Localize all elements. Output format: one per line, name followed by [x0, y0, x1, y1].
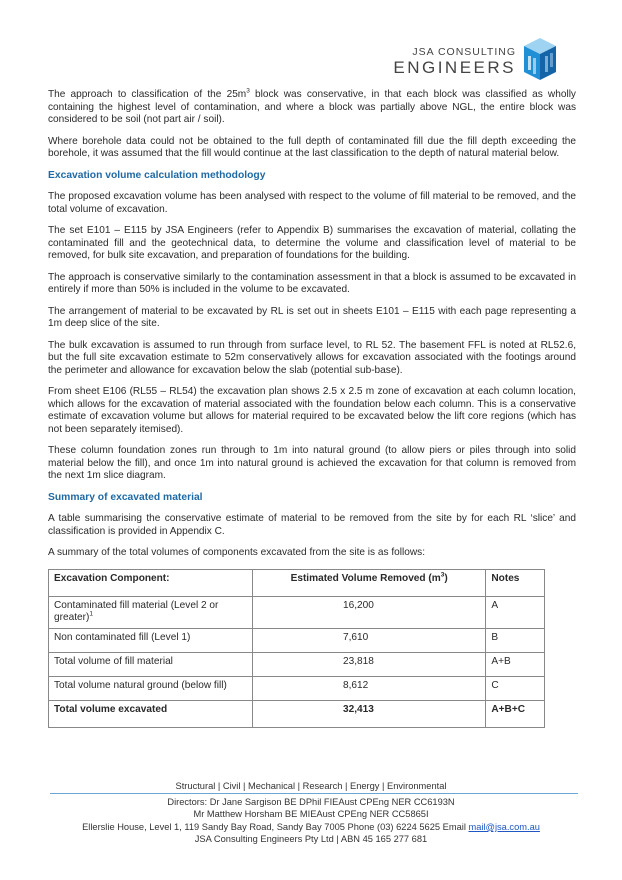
total-component: Total volume excavated [49, 700, 253, 727]
row-notes: A+B [486, 652, 545, 676]
paragraph-foundation-zones: These column foundation zones run through to 1m into natural ground (to allow piers or piles through into solid material below the fill), and once 1m into natural ground is achieved the excavation for that column is removed from the next 1m slice diagram. [48, 445, 576, 481]
heading-excavation-methodology: Excavation volume calculation methodology [48, 169, 266, 181]
paragraph-conservative-approach: The approach is conservative similarly to the contamination assessment in that a block is assumed to be excavated in entirely if more than 50% is included in the volume to be excavated. [48, 271, 576, 295]
logo-line-1: JSA CONSULTING [412, 46, 516, 58]
paragraph-classification-approach: The approach to classification of the $25m^3$ block was conservative, in that each block was classified as wholly containing the highest level of contamination, and where a block was partially above NGL, the entire block was considered to be soil (not part air / soil). [48, 87, 576, 125]
row-volume: 8,612 [252, 676, 485, 700]
table-header-row [49, 569, 545, 596]
row-component: Total volume natural ground (below fill) [49, 676, 253, 700]
row-notes: B [486, 628, 545, 652]
paragraph-borehole-assumption: Where borehole data could not be obtained to the full depth of contaminated fill due the fill depth exceeding the borehole, it was assumed that the fill would continue at the last classification to the depth of natural material below. [48, 135, 576, 159]
total-volume: 32,413 [252, 700, 485, 727]
table-row [49, 652, 545, 676]
page-footer [0, 780, 622, 846]
company-logo [393, 36, 560, 86]
footer-company: JSA Consulting Engineers Pty Ltd | ABN 45 165 277 681 [194, 834, 428, 845]
row-notes: A [486, 596, 545, 628]
row-volume: 7,610 [252, 628, 485, 652]
document-body [48, 89, 576, 728]
table-row [49, 596, 545, 628]
paragraph-column-zones: From sheet E106 (RL55 – RL54) the excavation plan shows 2.5 x 2.5 m zone of excavation at each column location, which allows for the excavation of material associated with the foundation below each column. This is a conservative estimate of excavation volume but allows for material required to be excavated below the lift core regions (which has not been separately itemised). [48, 386, 576, 435]
header-component: Excavation Component: [49, 569, 253, 596]
row-component: Non contaminated fill (Level 1) [49, 628, 253, 652]
total-notes: A+B+C [486, 700, 545, 727]
row-component: Total volume of fill material [49, 652, 253, 676]
table-row [49, 676, 545, 700]
paragraph-appendix-c: A table summarising the conservative estimate of material to be removed from the site by for each RL ‘slice’ and classification is provided in Appendix C. [48, 513, 576, 537]
table-total-row [49, 700, 545, 727]
logo-line-2: ENGINEERS [393, 58, 516, 77]
header-notes: Notes [486, 569, 545, 596]
row-component: Contaminated fill material (Level 2 or greater)$^1$ [49, 596, 253, 628]
row-notes: C [486, 676, 545, 700]
paragraph-proposed-volume: The proposed excavation volume has been analysed with respect to the volume of fill material to be removed, and the total volume of excavation. [48, 191, 576, 215]
cube-logo-icon [518, 36, 560, 82]
email-link[interactable]: mail@jsa.com.au [468, 821, 540, 832]
table-row [49, 628, 545, 652]
paragraph-summary-intro: A summary of the total volumes of components excavated from the site is as follows: [48, 547, 426, 558]
footer-services: Structural | Civil | Mechanical | Research | Energy | Environmental [175, 781, 447, 791]
heading-excavated-summary: Summary of excavated material [48, 491, 203, 503]
excavation-summary-table [48, 569, 545, 728]
row-volume: 16,200 [252, 596, 485, 628]
header-volume: Estimated Volume Removed $(m^3)$ [252, 569, 485, 596]
paragraph-sheet-set: The set E101 – E115 by JSA Engineers (refer to Appendix B) summarises the excavation of material, collating the contaminated fill and the geotechnical data, to determine the volume and classification level of material to be removed, for bulk site excavation, and preparation of foundations for the building. [48, 225, 576, 261]
paragraph-bulk-excavation: The bulk excavation is assumed to run through from surface level, to RL 52. The basement FFL is noted at RL52.6, but the full site excavation estimate to 52m conservatively allows for excavation associated with the footings around the perimeter and allowance for excavation below the slab (potential sub-base). [48, 339, 576, 376]
footer-directors-2: Mr Matthew Horsham BE MIEAust CPEng NER CC5865I [193, 809, 429, 820]
paragraph-rl-arrangement: The arrangement of material to be excavated by RL is set out in sheets E101 – E115 with each page representing a 1m deep slice of the site. [48, 305, 576, 329]
footer-directors-1: Directors: Dr Jane Sargison BE DPhil FIEAust CPEng NER CC6193N [167, 796, 455, 807]
row-volume: 23,818 [252, 652, 485, 676]
footer-address: Ellerslie House, Level 1, 119 Sandy Bay Road, Sandy Bay 7005 Phone (03) 6224 5625 Email mail@jsa.com.au [82, 821, 540, 832]
